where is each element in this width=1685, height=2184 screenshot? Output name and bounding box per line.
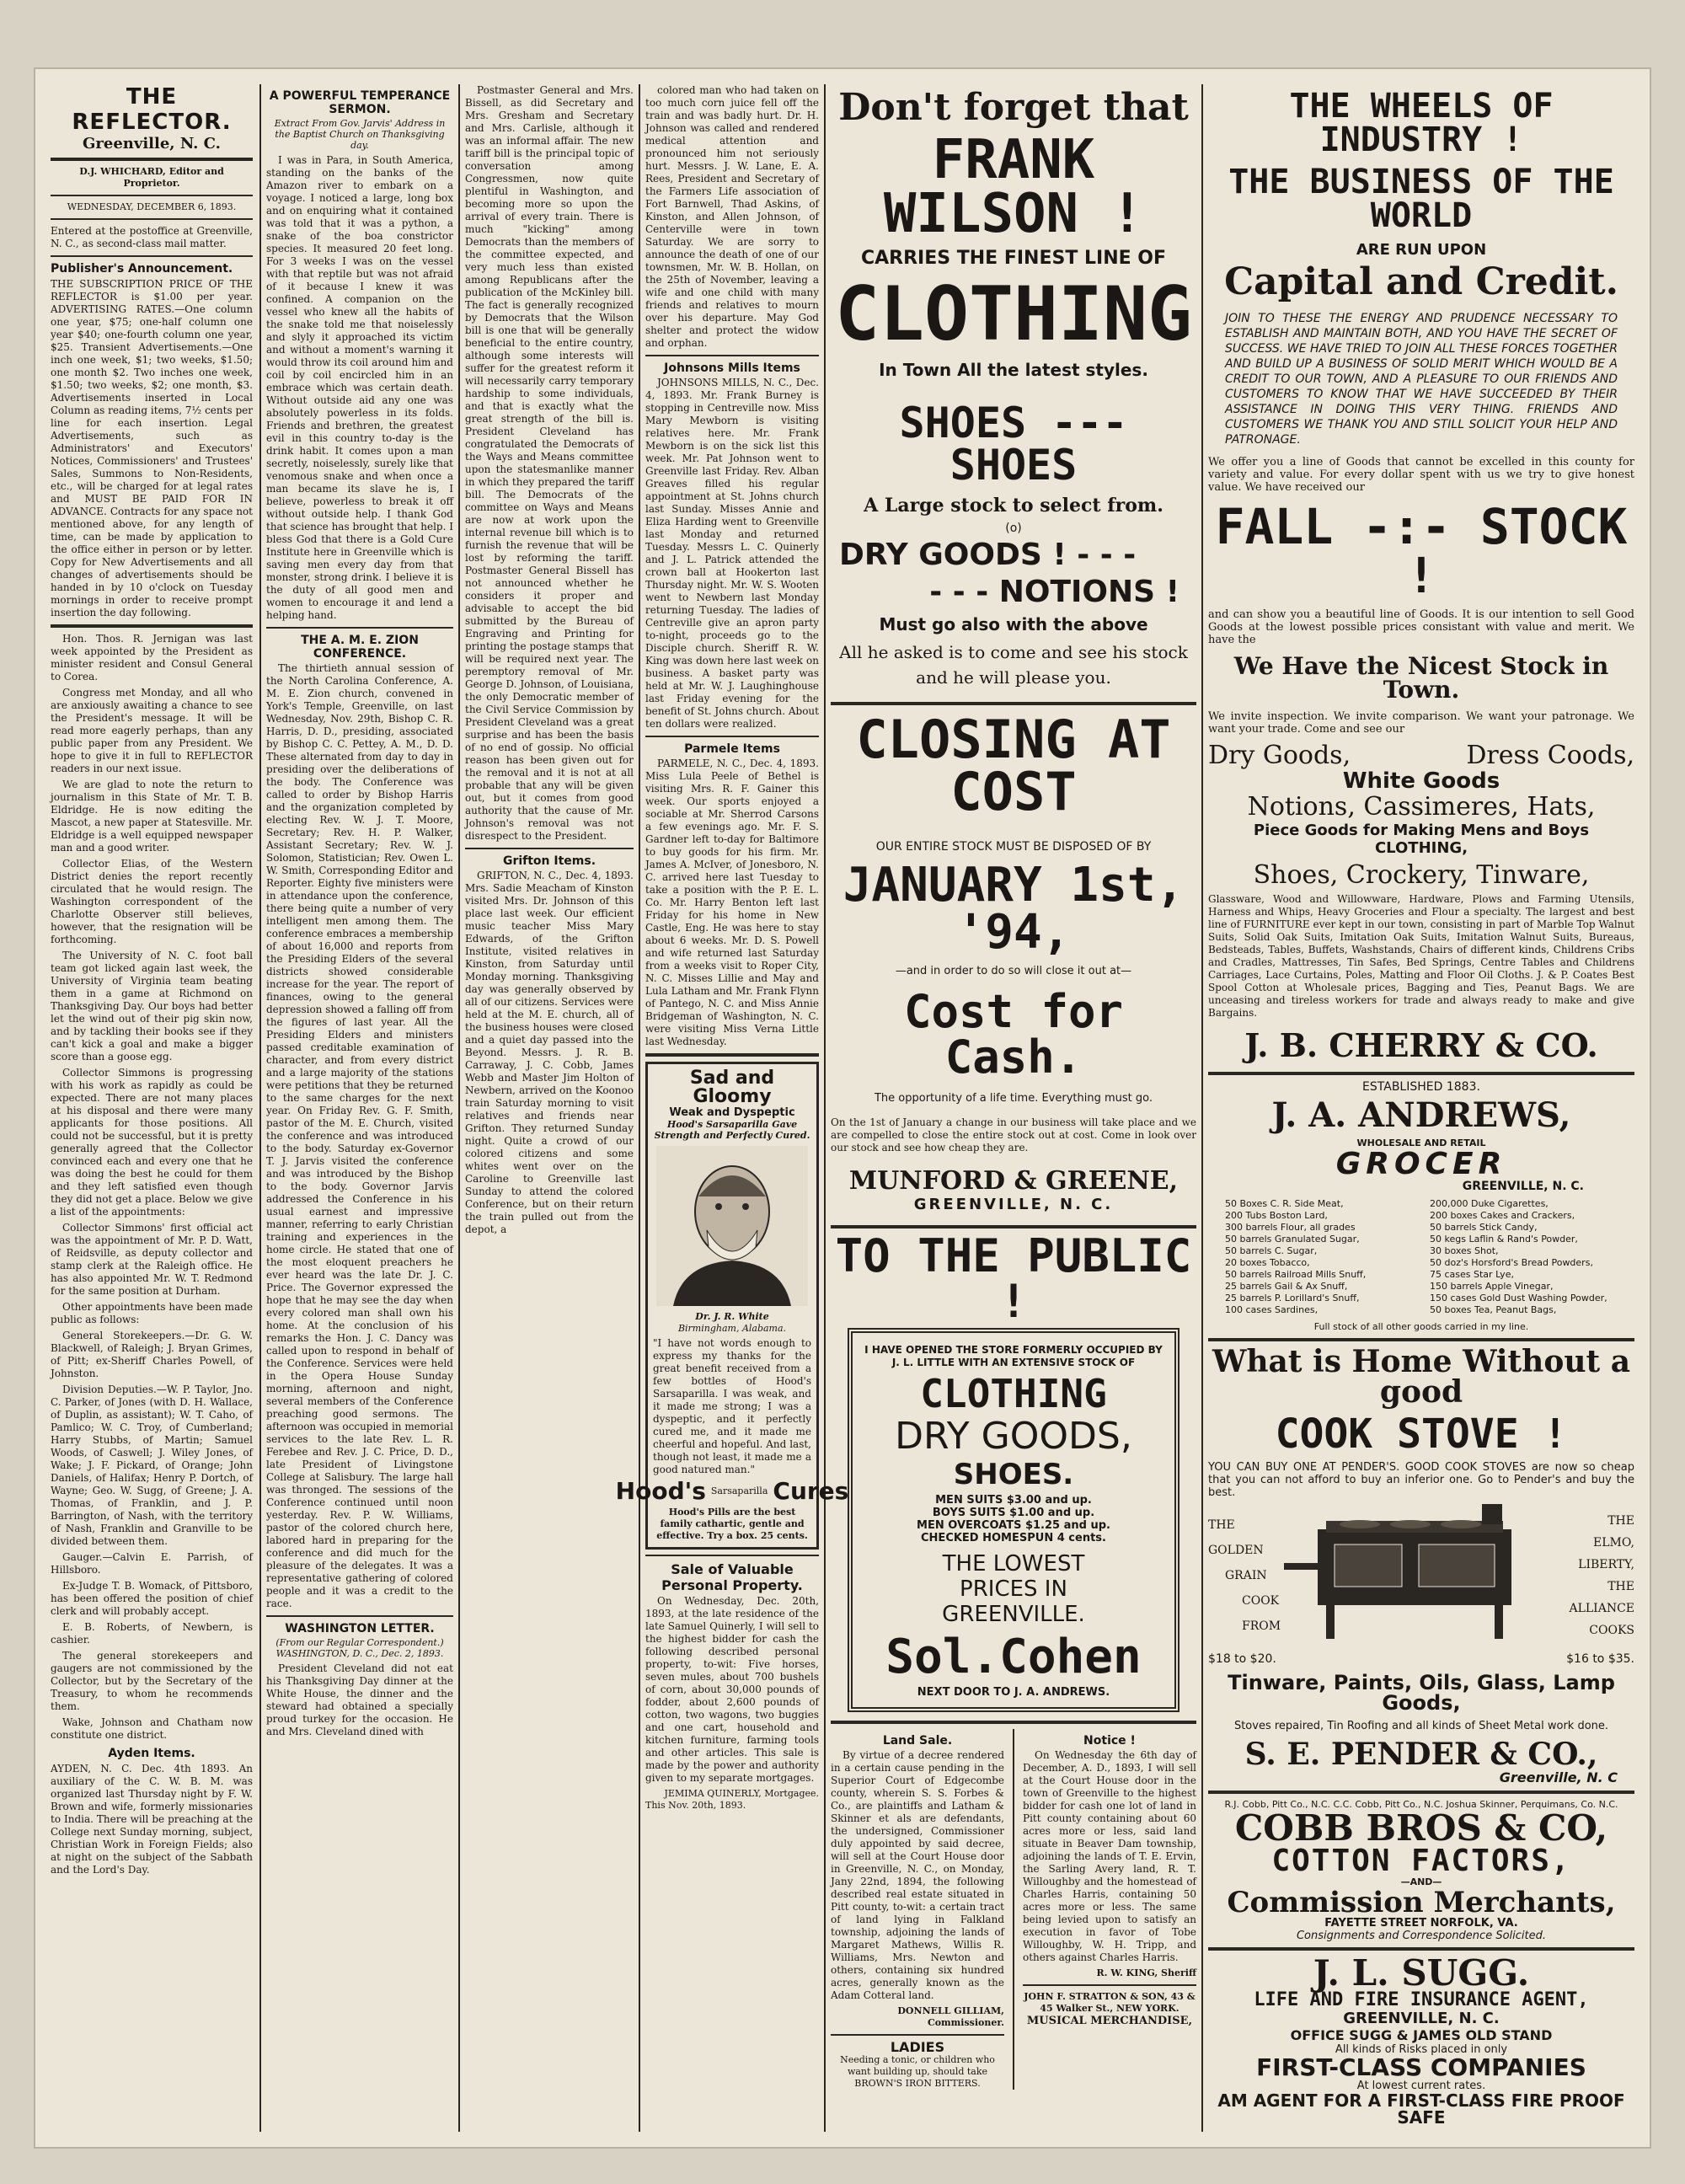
grifton-continued: colored man who had taken on too much corn juice fell off the train and was badly hurt. Dr. H. Johnson was called and rendered medical attention and pronounced him not seriously hurt. Messrs. J. W. Lane, E. A. Rees, President and Secretary of the Farmers Life association of Fort Barnwell, Thad Askins, of Kinston, and Allen Johnson, of Centerville were in town Saturday. We are sorry to announce the death of one of our townsmen, Mr. W. B. Hollan, on the 25th of November, leaving a wife and one child with many friends and relatives to mourn over his departure. May God shelter and protect the widow and orphan. xyxy=(645,84,819,349)
ad-to-the-public: TO THE PUBLIC ! xyxy=(835,1229,1192,1328)
portrait-engraving xyxy=(656,1146,808,1306)
ad-cobb-names: R.J. Cobb, Pitt Co., N.C. C.C. Cobb, Pitt Co., N.C. Joshua Skinner, Perquimans, Co. N.C. xyxy=(1224,1799,1618,1810)
frank-wilson-ad xyxy=(831,86,1196,690)
ad-established: ESTABLISHED 1883. xyxy=(1362,1080,1480,1094)
editorial-paragraph: Collector Elias, of the Western District denies the report recently circulated that he would resign. The Washington correspondent of the Charlotte Observer still believes, however, that the resignation will be forthcoming. xyxy=(51,858,253,945)
ad-pender: S. E. PENDER & CO., xyxy=(1244,1737,1598,1772)
hoods-subhead: Weak and Dyspeptic xyxy=(669,1106,795,1119)
ad-nicest: We Have the Nicest Stock in Town. xyxy=(1233,652,1609,704)
newspaper-page xyxy=(34,67,1651,2149)
ad-full-stock: Full stock of all other goods carried in my line. xyxy=(1313,1321,1529,1332)
sol-cohen-ad xyxy=(831,1229,1196,1712)
stock-list-item: 200 boxes Cakes and Crackers, xyxy=(1430,1210,1575,1221)
masthead-editor: D.J. WHICHARD, Editor and Proprietor. xyxy=(79,166,224,189)
portrait-caption: Dr. J. R. White xyxy=(695,1311,769,1322)
ad-dress: Dress Coods, xyxy=(1466,741,1634,770)
parmele-text: PARMELE, N. C., Dec. 4, 1893. Miss Lula Peele of Bethel is visiting Mrs. R. F. Gainer this week. Our sports enjoyed a sociable at Mr. Sherrod Carsons a few evenings ago. Mr. F. S. Gardner left to-day for Baltimore to buy goods for his firm. Mr. James A. McIver, of Jonesboro, N. C. arrived here last Tuesday to take a position with the P. E. L. Co. Mr. Harry Benton left last Friday for his home in New Castle, Eng. He was here to stay about 6 weeks. Mr. D. S. Powell and wife returned last Saturday from a weeks visit to Roper City, N. C. Misses Lillie and May and Lula Latham and Mr. Frank Flynn of Pantego, N. C. and Miss Annie Bridgeman of Washington, N. C. were visiting Miss Verna Little last Wednesday. xyxy=(645,757,819,1047)
editorial-paragraph: E. B. Roberts, of Newbern, is cashier. xyxy=(51,1621,253,1646)
ad-lowest-rates: At lowest current rates. xyxy=(1356,2080,1486,2092)
stock-list-item: 25 barrels Gail & Ax Snuff, xyxy=(1225,1281,1348,1292)
ad-join: JOIN TO THESE THE ENERGY AND PRUDENCE NECESSARY TO ESTABLISH AND MAINTAIN BOTH, AND YOU HAVE THE SECRET OF SUCCESS. WE HAVE TRIED TO JOIN ALL THESE FORCES TOGETHER AND BUILD UP A BUSINESS OF SOLID MERIT WHICH WOULD BE A CREDIT TO OUR TOWN, AND A PLEASURE TO OUR FRIENDS AND CUSTOMERS TO KNOW THAT WE HAVE SUCCEEDED BY THEIR ASSISTANCE IN DOING THIS VERY THING. FRIENDS AND CUSTOMERS WE THANK YOU AND STILL SOLICIT YOUR HELP AND PATRONAGE. xyxy=(1225,312,1618,447)
washington-text: President Cleveland did not eat his Thanksgiving Day dinner at the White House, the dinner and the steward had obtained a specially proud turkey for the occasion. He and Mrs. Cleveland dined with xyxy=(266,1662,453,1737)
ad-lowest-prices: THE LOWEST PRICES IN GREENVILLE. xyxy=(942,1551,1085,1627)
stove-right-labels xyxy=(1537,1510,1634,1641)
ad-on-the-first: On the 1st of January a change in our business will take place and we are compelled to close the entire stock out at cost. Come in look over our stock and see how cheap they are. xyxy=(831,1116,1196,1154)
ad-grocer: GROCER xyxy=(1335,1147,1507,1181)
stock-list-item: 150 cases Gold Dust Washing Powder, xyxy=(1430,1293,1607,1303)
sugg-ad xyxy=(1208,1952,1634,2128)
editorial-paragraph: We are glad to note the return to journalism in this State of Mr. T. B. Eldridge. He is now editing the Mascot, a new paper at Statesville. Mr. Eldridge is a well equipped newspaper man and a good writer. xyxy=(51,779,253,854)
washington-heading: WASHINGTON LETTER. xyxy=(285,1622,435,1635)
ad-run-upon: ARE RUN UPON xyxy=(1356,241,1487,259)
hoods-tagline: Hood's Sarsaparilla Gave Strength and Perfectly Cured. xyxy=(654,1119,810,1141)
editorial-paragraph: Ex-Judge T. B. Womack, of Pittsboro, has been offered the position of chief clerk and will probably accept. xyxy=(51,1580,253,1617)
grifton-text: GRIFTON, N. C., Dec. 4, 1893. Mrs. Sadie Meacham of Kinston visited Mrs. Dr. Johnson of this place last week. Our efficient music teacher Miss Mary Edwards, of the Grifton Institute, visited relatives in Kinston, from Saturday until Monday morning. Thanksgiving day was generally observed by all of our citizens. Services were held at the M. E. church, all of the business houses were closed and a quiet day passed into the Beyond. Messrs. J. R. B. Carraway, J. C. Cobb, James Webb and Master Jim Holton of Newbern, arrived on the Koonoo train Saturday morning to visit relatives and friends near Grifton. They returned Sunday night. Quite a crowd of our colored citizens and some whites went over on the Caroline to Greenville last Sunday to attend the colored Conference, but on their return the train pulled out from the depot, a xyxy=(465,870,634,1235)
editorial-paragraph: Wake, Johnson and Chatham now constitute one district. xyxy=(51,1716,253,1741)
ad-consign: Consignments and Correspondence Solicited. xyxy=(1296,1930,1546,1942)
sale-heading: Sale of Valuable Personal Property. xyxy=(661,1561,803,1593)
stove-label: FROM xyxy=(1242,1619,1281,1633)
temperance-subheading: Extract From Gov. Jarvis' Address in the Baptist Church on Thanksgiving day. xyxy=(274,118,446,151)
stove-label: THE xyxy=(1607,1514,1634,1528)
stock-list-item: 50 barrels Railroad Mills Snuff, xyxy=(1225,1269,1367,1280)
stock-list-item: 50 doz's Horsford's Bread Powders, xyxy=(1430,1257,1593,1268)
ad-next-door: NEXT DOOR TO J. A. ANDREWS. xyxy=(917,1686,1110,1699)
pender-ad xyxy=(1208,1346,1634,1785)
ad-frank-wilson: FRANK WILSON ! xyxy=(883,129,1144,245)
ayden-text: AYDEN, N. C. Dec. 4th 1893. An auxiliary of the C. W. B. M. was organized last Thursday night by F. W. Brown and wife, formerly missionaries to India. There will be preaching at the College next Sunday morning, subject, Christian Work in Foreign Fields; also at night on the subject of the Sabbath and the Lord's Day. xyxy=(51,1763,253,1876)
notice-heading: Notice ! xyxy=(1083,1734,1136,1748)
ad-andrews: J. A. ANDREWS, xyxy=(1271,1095,1571,1135)
column-5 xyxy=(831,84,1196,2132)
ad-cohen-suits: MEN SUITS $3.00 and up. xyxy=(935,1494,1092,1507)
ad-all-he: All he asked is to come and see his stock and he will please you. xyxy=(839,642,1188,688)
stove-label: COOKS xyxy=(1589,1624,1634,1637)
editorial-paragraph: Collector Simmons is progressing with his work as rapidly as could be expected. There are not many places at his disposal and there were many applicants for those positions. All could not be successful, but it is pretty generally agreed that the Collector convinced each and every one that he was doing the best he could for them and they left satisfied even though they did not get a place. Below we give a list of the appointments: xyxy=(51,1067,253,1218)
ad-agent: AM AGENT FOR A FIRST-CLASS FIRE PROOF SAFE xyxy=(1217,2090,1625,2128)
land-sale-heading: Land Sale. xyxy=(882,1734,953,1748)
ad-andrews-place: GREENVILLE, N. C. xyxy=(1462,1180,1584,1193)
stove-label: GRAIN xyxy=(1225,1569,1267,1582)
ad-shoes6: Shoes, Crockery, Tinware, xyxy=(1253,860,1590,890)
ad-cohen-suits: MEN OVERCOATS $1.25 and up. xyxy=(917,1519,1110,1532)
land-sale xyxy=(831,1729,1004,2090)
johnsons-text: JOHNSONS MILLS, N. C., Dec. 4, 1893. Mr. Frank Burney is stopping in Centreville now. Miss Mary Mewborn is visiting relatives here. Mr. Frank Mewborn is on the sick list this week. Mr. Pat Johnson went to Greenville last Friday. Rev. Alban Greaves filled his regular appointment at St. Johns church last Sunday. Misses Annie and Eliza Harding went to Greenville last Monday and returned Tuesday. Messrs L. C. Quinerly and J. L. Patrick attended the crown ball at Hookerton last Thursday night. Mr. W. S. Wooten went to Newbern last Monday returning Tuesday. The ladies of Centreville give an apron party to-night, proceeds go to the Disciple church. Sheriff R. W. King was down here last week on business. A basket party was held at Mr. W. J. Laughinghouse last Friday evening for the benefit of St. Johns church. About ten dollars were realized. xyxy=(645,377,819,730)
column-2 xyxy=(266,84,453,2132)
ad-capital: Capital and Credit. xyxy=(1224,260,1618,303)
legal-notices xyxy=(831,1729,1196,2090)
ad-wheels: THE WHEELS OF INDUSTRY ! xyxy=(1289,87,1554,159)
munford-greene-ad xyxy=(831,709,1196,1213)
masthead-entered: Entered at the postoffice at Greenville, N. C., as second-class mail matter. xyxy=(51,225,253,249)
stock-list-item: 30 boxes Shot, xyxy=(1430,1245,1499,1256)
stove-label: ALLIANCE xyxy=(1569,1602,1634,1615)
stove-block xyxy=(1208,1504,1634,1647)
ad-cotton: COTTON FACTORS, xyxy=(1271,1844,1571,1878)
ad-stoves-repaired: Stoves repaired, Tin Roofing and all kinds of Sheet Metal work done. xyxy=(1233,1720,1609,1732)
ad-goods-line xyxy=(1208,741,1634,770)
ad-dry: Dry Goods, xyxy=(1208,741,1351,770)
ad-large-stock: A Large stock to select from. xyxy=(864,495,1163,517)
ad-in-town: In Town All the latest styles. xyxy=(879,360,1148,380)
ad-notions: Notions, Cassimeres, Hats, xyxy=(1247,792,1596,822)
stock-list-item: 20 boxes Tobacco, xyxy=(1225,1257,1310,1268)
ad-dry-goods: DRY GOODS ! - - - xyxy=(839,538,1137,572)
stove-price-right: $16 to $35. xyxy=(1566,1652,1634,1666)
editorial-paragraph: Collector Simmons' first official act was the appointment of Mr. P. D. Watt, of Reidsville, as deputy collector and stamp clerk at the Raleigh office. He has also appointed Mr. W. T. Redmond for the same position at Durham. xyxy=(51,1222,253,1297)
ad-entire-stock: OUR ENTIRE STOCK MUST BE DISPOSED OF BY xyxy=(875,840,1152,854)
hoods-cures: Cures xyxy=(773,1477,849,1505)
hoods-ad xyxy=(615,1062,849,1550)
masthead-title: THE REFLECTOR. xyxy=(72,84,232,135)
ad-opportunity: The opportunity of a life time. Everything must go. xyxy=(874,1092,1153,1105)
johnsons-heading: Johnsons Mills Items xyxy=(664,361,800,375)
ad-fall-text: and can show you a beautiful line of Goods. It is our intention to sell Good Goods at the lowest possible prices consistant with value and merit. We have the xyxy=(1208,608,1634,646)
washington-subheading: (From our Regular Correspondent.) WASHINGTON, D. C., Dec. 2, 1893. xyxy=(275,1637,444,1659)
stock-list-item: 50 Boxes C. R. Side Meat, xyxy=(1225,1198,1344,1209)
ad-white: White Goods xyxy=(1342,768,1500,794)
ad-cohen-suits: BOYS SUITS $1.00 and up. xyxy=(932,1507,1095,1519)
ad-january: JANUARY 1st, '94, xyxy=(842,858,1185,960)
ad-invite: We invite inspection. We invite comparison. We want your patronage. We want your trade. Come and see our xyxy=(1208,710,1634,736)
temperance-text: I was in Para, in South America, standing on the banks of the Amazon river to embark on a voyage. I noticed a large, long box and on enquiring what it contained was told that it was a python, a snake of the boa constrictor species. It measured 20 feet long. For 3 weeks I was on the vessel with that reptile but was not afraid of it because I knew it was confined. A companion on the vessel who knew all the habits of the snake told me that noiselessly and slyly it approached its victim and without a moment's warning it would throw its coil around him and coil by coil encircled him in an embrace which was certain death. Without outside aid any one was absolutely powerless in its folds. Friends and brethren, the greatest evil in this country to-day is the drink habit. It comes upon a man secretly, noiselessly, surely like that venomous snake and when once a man became its slave he is, I believe, powerless to break it off without outside help. I thank God that science has brought that help. I bless God that there is a Gold Cure Institute here in Greenville which is saving men every day from that monster, strong drink. I believe it is the duty of all good men and women to encourage it and lend a helping hand. xyxy=(266,154,453,621)
parmele-heading: Parmele Items xyxy=(684,742,780,756)
ad-carries: CARRIES THE FINEST LINE OF xyxy=(860,248,1167,269)
editorial-paragraph: The general storekeepers and gaugers are not commissioned by the Collector, but by the Secretary of the Treasury, to whom he recommends them. xyxy=(51,1650,253,1712)
ad-cook-stove: COOK STOVE ! xyxy=(1275,1410,1568,1458)
ad-all-kinds: All kinds of Risks placed in only xyxy=(1335,2043,1508,2056)
ad-cobb: COBB BROS & CO, xyxy=(1234,1807,1608,1849)
column-4 xyxy=(615,84,849,2132)
cherry-ad xyxy=(1208,89,1634,1062)
stock-list-item: 50 barrels C. Sugar, xyxy=(1225,1245,1318,1256)
hoods-testimonial: "I have not words enough to express my thanks for the great benefit received from a few bottles of Hood's Sarsaparilla. I was weak, and it made me strong; I was a dyspeptic, and it perfectly cured me, and it made me cheerful and hopeful. And last, though not least, it made me a good natured man." xyxy=(653,1337,811,1475)
stove-price-left: $18 to $20. xyxy=(1208,1652,1276,1666)
editorial-paragraph: Congress met Monday, and all who are anxiously awaiting a chance to see the President's message. It will be read more eagerly perhaps, than any public paper from any President. We hope to give it in full to REFLECTOR readers in our next issue. xyxy=(51,687,253,774)
column-rule xyxy=(1201,84,1203,2132)
stock-list-item: 200 Tubs Boston Lard, xyxy=(1225,1210,1328,1221)
stock-list-item: 100 cases Sardines, xyxy=(1225,1304,1319,1315)
ad-munford: MUNFORD & GREENE, xyxy=(848,1166,1179,1196)
conference-text: The thirtieth annual session of the North Carolina Conference, A. M. E. Zion church, convened in York's Temple, Greenville, on last Wednesday, Nov. 29th, Bishop C. R. Harris, D. D., presiding, associated by Bishop C. C. Pettey, A. M., D. D. These alternated from day to day in presiding over the deliberations of the body. The Conference was called to order by Bishop Harris and the organization completed by electing Rev. W. J. T. Moore, Secretary; Rev. H. P. Walker, Assistant Secretary; Rev. W. J. Solomon, Statistician; Rev. Owen L. W. Smith, Corresponding Editor and Reporter. Eighty five ministers were in attendance upon the conference, there being quite a number of very intelligent men among them. The conference embraces a membership of about 16,000 and reports from the Presiding Elders of the several districts showed considerable increase for the year. The report of finances, owing to the general depression showed a falling off from the figures of last year. All the Presiding Elders and ministers passed creditable examination of character, and from every district and a large majority of the stations were petitions that they be returned to the same charges for the next year. On Friday Rev. G. F. Smith, pastor of the M. E. Church, visited the conference and was introduced to the body. Saturday ex-Governor T. J. Jarvis visited the conference and was introduced by the Bishop to the body. Governor Jarvis addressed the Conference in his usual earnest and impressive manner, referring to early Christian training and experiences in the home circle. He stated that one of the most eloquent preachers he ever heard was the late Dr. J. C. Price. The Governor expressed the hope that he may see the day when every colored man shall own his home. At the conclusion of his remarks the Hon. J. C. Dancy was called upon to respond in behalf of the Conference. Services were held in the Opera House Sunday morning, afternoon and night, several members of the Conference preaching good sermons. The afternoon was occupied in memorial services to the late Rev. L. R. Ferebee and Rev. J. C. Price, D. D., late President of Livingstone College at Salisbury. The large hall was thronged. The sessions of the Conference continued until noon yesterday. Rev. P. W. Williams, pastor of the colored church here, labored hard in preparing for the conference and did much for the pleasure of the delegates. It was a representative gathering of colored people and it was a credit to the race. xyxy=(266,662,453,1609)
ad-pender-place: Greenville, N. C xyxy=(1499,1769,1618,1785)
stock-list-item: 50 barrels Granulated Sugar, xyxy=(1225,1234,1360,1245)
ad-notions: - - - NOTIONS ! xyxy=(929,575,1180,609)
stock-list-right xyxy=(1430,1198,1618,1316)
sale-date: This Nov. 20th, 1893. xyxy=(645,1800,746,1811)
stock-list-item: 300 barrels Flour, all grades xyxy=(1225,1222,1356,1233)
ad-clothing: CLOTHING xyxy=(835,270,1192,357)
hoods-pills: Hood's Pills are the best family cathartic, gentle and effective. Try a box. 25 cents. xyxy=(656,1507,808,1541)
ad-cohen-shoes: SHOES. xyxy=(953,1458,1074,1491)
ad-offer: We offer you a line of Goods that cannot be excelled in this county for variety and value. For every dollar spent with us we try to give honest value. We have received our xyxy=(1208,456,1634,494)
stove-label: COOK xyxy=(1242,1594,1280,1608)
stock-list-item: 150 barrels Apple Vinegar, xyxy=(1430,1281,1554,1292)
ad-munford-place: GREENVILLE, N. C. xyxy=(913,1196,1114,1213)
editorial-paragraph: Hon. Thos. R. Jernigan was last week appointed by the President as minister resident and Consul General to Corea. xyxy=(51,633,253,682)
ladies-heading: LADIES xyxy=(890,2039,945,2055)
ad-divider: (o) xyxy=(1005,522,1022,535)
ad-commission: Commission Merchants, xyxy=(1227,1886,1616,1919)
musical-merchandise: MUSICAL MERCHANDISE, xyxy=(1026,2015,1193,2027)
hoods-brand-small: Sarsaparilla xyxy=(710,1485,768,1496)
stratton-ad: JOHN F. STRATTON & SON, 43 & 45 Walker St., NEW YORK. xyxy=(1024,1991,1196,2014)
ad-office: OFFICE SUGG & JAMES OLD STAND xyxy=(1290,2027,1553,2043)
ad-fall-stock: FALL -:- STOCK ! xyxy=(1215,498,1628,604)
stock-list-item: 75 cases Star Lye, xyxy=(1430,1269,1514,1280)
column-rule xyxy=(458,84,460,2132)
ad-cohen-suits: CHECKED HOMESPUN 4 cents. xyxy=(921,1532,1106,1544)
conference-heading: THE A. M. E. ZION CONFERENCE. xyxy=(301,634,419,661)
ad-and: —AND— xyxy=(1400,1876,1442,1887)
editorial-paragraph: Other appointments have been made public as follows: xyxy=(51,1301,253,1325)
ad-what-is-home: What is Home Without a good xyxy=(1212,1344,1631,1410)
ad-in-order: —and in order to do so will close it out at— xyxy=(895,965,1132,977)
andrews-stock-list xyxy=(1208,1193,1634,1321)
andrews-ad xyxy=(1208,1080,1634,1333)
notice-signature: R. W. KING, Sheriff xyxy=(1096,1967,1196,1978)
stove-label: GOLDEN xyxy=(1208,1544,1264,1557)
column-3 xyxy=(465,84,634,2132)
ad-cherry: J. B. CHERRY & CO. xyxy=(1244,1026,1598,1064)
ad-you-can: YOU CAN BUY ONE AT PENDER'S. GOOD COOK STOVES are now so cheap that you can not afford to buy an inferior one. Go to Pender's and buy the best. xyxy=(1208,1461,1634,1499)
ad-cohen-clothing: CLOTHING xyxy=(920,1371,1107,1416)
sale-signature: JEMIMA QUINERLY, Mortgagee. xyxy=(664,1788,819,1799)
column-rule xyxy=(639,84,640,2132)
ad-opened: I HAVE OPENED THE STORE FORMERLY OCCUPIED BY J. L. LITTLE WITH AN EXTENSIVE STOCK OF xyxy=(864,1344,1163,1368)
stove-left-labels xyxy=(1208,1512,1284,1639)
ad-life: LIFE AND FIRE INSURANCE AGENT, xyxy=(1254,1989,1589,2010)
ladies-text: Needing a tonic, or children who want building up, should take BROWN'S IRON BITTERS. xyxy=(840,2054,995,2089)
land-sale-text: By virtue of a decree rendered in a certain cause pending in the Superior Court of Edgecombe county, wherein S. S. Forbes & Co., are plaintiffs and Latham & Skinner et als are defendants, the undersigned, Commissioner duly appointed by said decree, will sell at the Court House door in Greenville, N. C., on Monday, Jany 22nd, 1894, the following described real estate situated in Pitt county, to-wit: a certain tract of land lying in Falkland township, adjoining the lands of Margaret Mathews, Willis R. Williams, Mrs. Newton and others, containing six hundred acres, generally known as the Adam Cotteral land. xyxy=(831,1749,1004,2001)
stock-list-item: 25 barrels P. Lorillard's Snuff, xyxy=(1225,1293,1360,1303)
hoods-brand: Hood's xyxy=(615,1477,706,1505)
ad-wholesale: WHOLESALE AND RETAIL xyxy=(1356,1138,1486,1148)
ad-sugg-place: GREENVILLE, N. C. xyxy=(1343,2010,1500,2027)
stock-list-item: 200,000 Duke Cigarettes, xyxy=(1430,1198,1549,1209)
ad-glass-text: Glassware, Wood and Willowware, Hardware, Plows and Farming Utensils, Harness and Whips, Heavy Groceries and Flour a specialty. The largest and best line of FURNITURE ever kept in our town, consisting in part of Marble Top Walnut Suits, Solid Oak Suits, Imitation Oak Suits, Imitation Walnut Suits, Bureaus, Bedsteads, Tables, Buffets, Washstands, Chairs of different kinds, Childrens Cribs and Cradles, Mattresses, Tin Safes, Bed Springs, Centre Tables and Childrens Carriages, Lace Curtains, Poles, Matting and Floor Oil Cloths. J. & P. Coates Best Spool Cotton at Wholesale prices, Bagging and Ties, Peanut Bags. We are unceasing and tireless workers for trade and always ready to make and give Bargains. xyxy=(1208,893,1634,1019)
ayden-heading: Ayden Items. xyxy=(108,1747,195,1760)
editorial-paragraph: Gauger.—Calvin E. Parrish, of Hillsboro. xyxy=(51,1551,253,1576)
ad-first-class: FIRST-CLASS COMPANIES xyxy=(1256,2053,1586,2081)
stove-label: ELMO, xyxy=(1593,1536,1634,1550)
ad-business: THE BUSINESS OF THE WORLD xyxy=(1228,163,1614,235)
stove-label: THE xyxy=(1208,1518,1235,1532)
column-1 xyxy=(51,84,253,2132)
land-sale-signature: DONNELL GILLIAM, Commissioner. xyxy=(897,2005,1004,2028)
ad-ornate-frame xyxy=(848,1328,1180,1712)
stock-list-item: 50 barrels Stick Candy, xyxy=(1430,1222,1538,1233)
column-rule xyxy=(824,84,826,2132)
ad-must-go: Must go also with the above xyxy=(879,614,1148,634)
stove-prices xyxy=(1208,1652,1634,1666)
grifton-heading: Grifton Items. xyxy=(502,854,596,868)
sale-text: On Wednesday, Dec. 20th, 1893, at the late residence of the late Samuel Quinerly, I will sell to the highest bidder for cash the following described personal property, to-wit: Five horses, seven mules, about 700 bushels of corn, about 30,000 pounds of fodder, about 2,600 pounds of cotton, two wagons, two buggies and one cart, household and kitchen furniture, farming tools and other articles. This sale is made by the power and authority given to my separate mortgages. xyxy=(645,1595,819,1784)
sheriff-notice xyxy=(1023,1729,1196,2090)
temperance-heading: A POWERFUL TEMPERANCE SERMON. xyxy=(269,89,451,116)
hoods-headline: Sad and Gloomy xyxy=(689,1068,775,1107)
stove-label: LIBERTY, xyxy=(1578,1558,1634,1571)
ad-sol-cohen: Sol.Cohen xyxy=(885,1630,1142,1684)
ad-cohen-dry-goods: DRY GOODS, xyxy=(895,1415,1132,1458)
ad-piece: Piece Goods for Making Mens and Boys xyxy=(1253,822,1590,839)
masthead-date: WEDNESDAY, DECEMBER 6, 1893. xyxy=(67,201,237,212)
editorial-column xyxy=(51,633,253,1742)
hoods-logo xyxy=(615,1477,849,1505)
editorial-paragraph: The University of N. C. foot ball team got licked again last week, the University of Virginia team beating them in a game at Richmond on Thanksgiving Day. Our boys had better let the wind out of their pig skin now, and by tackling their books see if they can't kick a goal and make a bigger score than a goose egg. xyxy=(51,950,253,1063)
ad-sugg: J. L. SUGG. xyxy=(1313,1952,1530,1994)
ad-tinware: Tinware, Paints, Oils, Glass, Lamp Goods, xyxy=(1228,1671,1615,1715)
portrait-caption-place: Birmingham, Alabama. xyxy=(677,1323,787,1334)
ad-shoes: SHOES --- SHOES xyxy=(899,399,1128,490)
publisher-text: THE SUBSCRIPTION PRICE OF THE REFLECTOR is $1.00 per year. ADVERTISING RATES.—One column one year, $75; one-half column one year $40; one-fourth column one year, $25. Transient Advertisements.—One inch one week, $1; two weeks, $1.50; one month $2. Two inches one week, $1.50; two weeks, $2; one month, $3. Advertisements inserted in Local Column as reading items, 7½ cents per line for each insertion. Legal Advertisements, such as Administrators' and Executors' Notices, Commissioners' and Trustees' Sales, Summons to Non-Residents, etc., will be charged for at legal rates and MUST BE PAID FOR IN ADVANCE. Contracts for any space not mentioned above, for any length of time, can be made by application to the office either in person or by letter. Copy for New Advertisements and all changes of advertisements should be handed in by 10 o'clock on Tuesday mornings in order to receive prompt insertion the day following. xyxy=(51,278,253,618)
column-6 xyxy=(1208,84,1634,2132)
editorial-paragraph: Division Deputies.—W. P. Taylor, Jno. C. Parker, of Jones (with D. H. Wallace, of Duplin, as assistant); W. T. Caho, of Pamlico; W. C. Troy, of Cumberland; Harry Stubbs, of Martin; Samuel Woods, of Caswell; J. Wiley Jones, of Wake; J. F. Pickard, of Orange; John Daniels, of Halifax; Henry P. Dortch, of Wayne; Geo. W. Sugg, of Greene; J. A. Thomas, of Franklin, and J. P. Barrington, of Nash, with the territory of Nash, Franklin and Granville to be divided between them. xyxy=(51,1384,253,1547)
stock-list-left xyxy=(1225,1198,1413,1316)
washington-continued: Postmaster General and Mrs. Bissell, as did Secretary and Mrs. Gresham and Secretary and Mrs. Carlisle, although it was an informal affair. The new tariff bill is the principal topic of conversation among Congressmen, now quite plentiful in Washington, and becoming more so upon the arrival of every train. There is much "kicking" among Democrats than the members of the committee expected, and very much less than existed among Republicans after the publication of the McKinley bill. The fact is generally recognized by Democrats that the Wilson bill is one that will be generally beneficial to the entire country, although some interests will suffer for the greatest reform it will necessarily carry temporary hardship to some individuals, and that is exactly what the great strength of the bill is. President Cleveland has congratulated the Democrats of the Ways and Means committee upon the statesmanlike manner in which they prepared the tariff bill. The Democrats of the committee on Ways and Means are now at work upon the internal revenue bill which is to furnish the revenue that will be lost by reforming the tariff. Postmaster General Bissell has not announced whether he considers it proper and advisable to accept the bid submitted by the Bureau of Engraving and Printing for printing the postage stamps that will be required next year. The peremptory removal of Mr. George D. Johnson, of Louisiana, the only Democratic member of the Civil Service Commission by President Cleveland was a great surprise and has been the basis of no end of gossip. No official reason has been given out for the removal and it is not at all probable that any will be given out, but it comes from good authority that the cause of Mr. Johnson's removal was not disrespect to the President. xyxy=(465,84,634,842)
ad-clothing6: CLOTHING, xyxy=(1374,839,1468,857)
column-rule xyxy=(259,84,261,2132)
editorial-paragraph: General Storekeepers.—Dr. G. W. Blackwell, of Raleigh; J. Bryan Grimes, of Pitt; ex-Sheriff Charles Powell, of Johnston. xyxy=(51,1330,253,1379)
cook-stove-illustration xyxy=(1284,1504,1537,1647)
stove-label: THE xyxy=(1607,1580,1634,1593)
ad-dont-forget: Don't forget that xyxy=(838,86,1189,129)
stock-list-item: 50 kegs Laflin & Rand's Powder, xyxy=(1430,1234,1578,1245)
masthead-place: Greenville, N. C. xyxy=(83,135,221,153)
ad-cost-for-cash: Cost for Cash. xyxy=(903,985,1124,1084)
notice-text: On Wednesday the 6th day of December, A. D., 1893, I will sell at the Court House door in the town of Greenville to the highest bidder for cash one lot of land in Pitt county containing about 60 acres more or less, said land situate in Beaver Dam township, adjoining the lands of T. E. Ervin, the Sarling Avery land, R. T. Willoughby and the homestead of Charles Harris, containing 50 acres more or less. The same being levied upon to satisfy an execution in favor of Tobe Willoughby, W. H. Tripp, and others against Charles Harris. xyxy=(1023,1749,1196,1963)
ad-fayette: FAYETTE STREET NORFOLK, VA. xyxy=(1324,1917,1518,1930)
publisher-heading: Publisher's Announcement. xyxy=(51,262,233,276)
stock-list-item: 50 boxes Tea, Peanut Bags, xyxy=(1430,1304,1557,1315)
cobb-ad xyxy=(1208,1799,1634,1942)
ad-closing-at-cost: CLOSING AT COST xyxy=(856,709,1171,822)
